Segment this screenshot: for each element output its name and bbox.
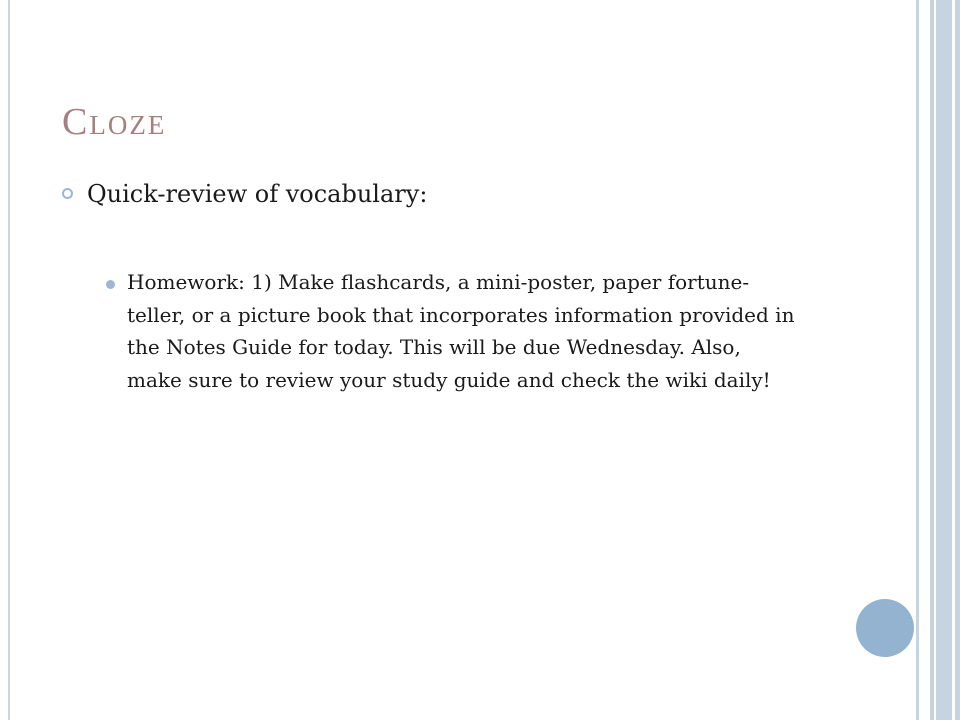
decorative-circle: [856, 599, 914, 657]
slide-title: Cloze: [62, 101, 167, 143]
right-decorative-stripes: [916, 0, 960, 720]
bullet-level1: [62, 176, 882, 212]
stripe-gap: [919, 0, 930, 720]
ring-bullet-icon: [62, 188, 73, 199]
bullet-level2: [106, 266, 796, 396]
bullet-level2-text: Homework: 1) Make flashcards, a mini-poster, paper fortune-teller, or a picture book that incorporates information provided in the Notes Guide for today. This will be due Wednesday. Also, make sure to review your study guide and check the wiki daily!: [127, 270, 795, 392]
stripe: [955, 0, 960, 720]
dot-bullet-icon: [106, 280, 115, 289]
left-border-rule: [8, 0, 10, 720]
stripe: [936, 0, 952, 720]
bullet-level1-text: Quick-review of vocabulary:: [87, 180, 428, 208]
